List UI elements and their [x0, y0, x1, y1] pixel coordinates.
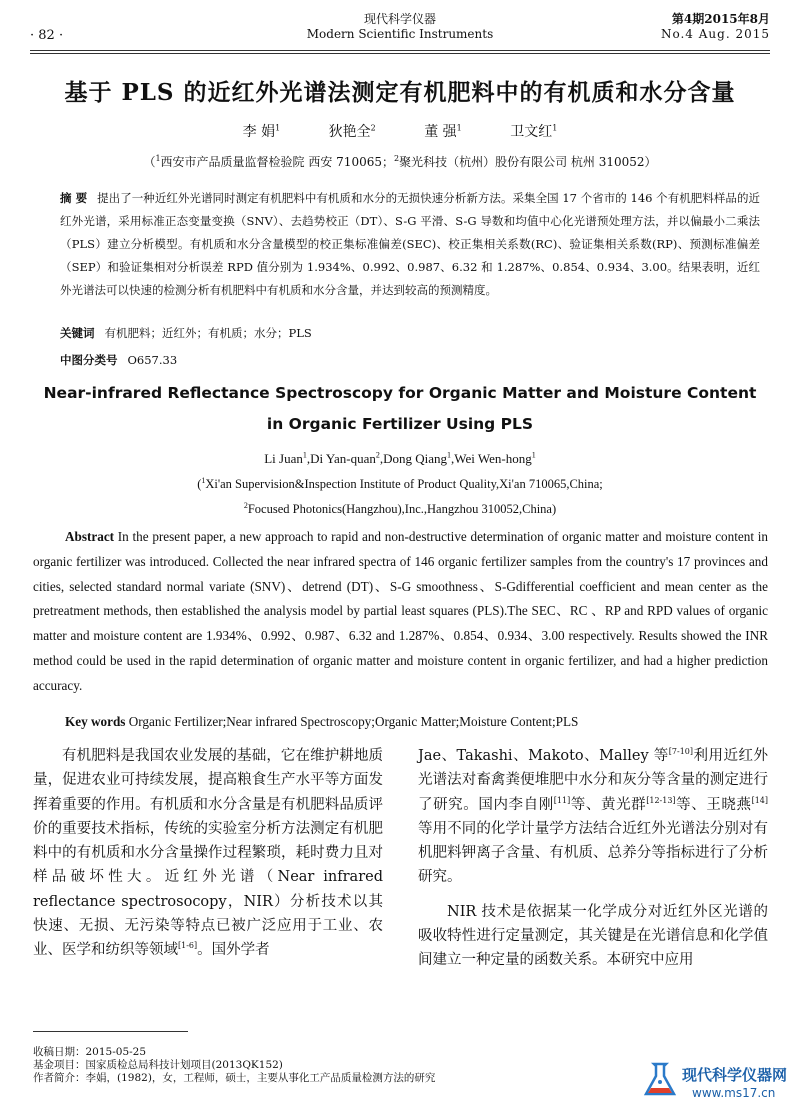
affiliation-cn: （$^1$西安市产品质量监督检验院 西安 710065；$^2$聚光科技（杭州）股份有限公司 杭州 310052） — [143, 154, 657, 169]
classification-cn: 中图分类号 O657.33 — [60, 353, 178, 367]
footnote-fund: 基金项目：国家质检总局科技计划项目(2013QK152) — [33, 1059, 283, 1071]
author-cn: 李 娟$^1$ — [242, 123, 281, 140]
abstract-en-label: Abstract — [65, 529, 115, 544]
authors-cn — [0, 121, 800, 141]
header-rule-bottom — [30, 53, 770, 54]
watermark-name: 现代科学仪器网 — [682, 1066, 788, 1084]
author-cn: 董 强$^1$ — [424, 123, 462, 140]
paper-title-en: Near-infrared Reflectance Spectroscopy for Organic Matter and Moisture Content in Organic Fertilizer Using PLS — [43, 384, 757, 433]
issue-cn: 第4期2015年8月 — [671, 12, 770, 26]
abstract-cn-text: 提出了一种近红外光谱同时测定有机肥料中有机质和水分的无损快速分析新方法。采集全国 17 个省市的 146 个有机肥料样品的近红外光谱，采用标准正态变量变换（SNV）、去趋势校正（DT）、S-G 平滑、S-G 导数和均值中心化光谱预处理方法，并以偏最小二乘法（PLS）建立分析模型。有机质和水分含量模型的校正集标准偏差(SEC)、校正集相关系数(RC)、验证集相关系数(RP)、预测标准偏差（SEP）和验证集相对分析误差 RPD 值分别为 1.934%、0.992、0.987、6.32 和 1.287%、0.854、0.934、3.00。结果表明，近红外光谱法可以快速的检测分析有机肥料中有机质和水分含量，并达到较高的预测精度。 — [60, 191, 760, 297]
authors-en: Li Juan$^1$,Di Yan-quan$^2$,Dong Qiang$^1$,Wei Wen-hong$^1$ — [264, 450, 536, 466]
paper-title-cn: 基于 PLS 的近红外光谱法测定有机肥料中的有机质和水分含量 — [64, 79, 736, 106]
abstract-en — [33, 525, 768, 699]
author-cn: 卫文红$^1$ — [510, 123, 558, 140]
footnotes — [33, 1046, 593, 1085]
footnote-received: 收稿日期：2015-05-25 — [33, 1046, 147, 1058]
keywords-en: Key words Organic Fertilizer;Near infrared Spectroscopy;Organic Matter;Moisture Content;PLS — [65, 714, 579, 729]
journal-name — [30, 12, 770, 42]
body-paragraph: Jae、Takashi、Makoto、Malley 等[7-10]利用近红外光谱法对畜禽粪便堆肥中水分和灰分等含量的测定进行了研究。国内李自刚[11]等、黄光群[12-13]等、王晓燕[14]等用不同的化学计量学方法结合近红外光谱法分别对有机肥料钾离子含量、有机质、总养分等指标进行了分析研究。 — [418, 747, 769, 886]
body-column-right — [418, 744, 768, 973]
journal-name-en: Modern Scientific Instruments — [306, 27, 494, 41]
issue-info — [661, 12, 770, 42]
issue-en: No.4 Aug. 2015 — [660, 27, 770, 41]
keywords-cn: 关键词 有机肥料；近红外；有机质；水分；PLS — [60, 326, 312, 340]
page-header — [30, 10, 770, 50]
flask-logo-icon — [640, 1060, 680, 1100]
body-paragraph: NIR 技术是依据某一化学成分对近红外区光谱的吸收特性进行定量测定，其关键是在光谱信息和化学值间建立一种定量的函数关系。本研究中应用 — [418, 903, 768, 969]
watermark-url: www.ms17.cn — [692, 1086, 776, 1100]
abstract-en-text: In the present paper, a new approach to rapid and non-destructive determination of organic matter and moisture content in organic fertilizer was introduced. Collected the near infrared spectra of 146 organic fertilizer samples from the country's 17 provinces and cities, selected standard normal variate (SNV)、detrend (DT)、S-G smoothness、S-Gdifferential coefficient and mean center as the pretreatment methods, then established the analysis model by partial least squares (PLS).The SEC、RC 、RP and RPD values of organic matter and moisture content are 1.934%、0.992、0.987、6.32 and 1.287%、0.854、0.934、3.00 respectively. Results showed the INR method could be used in the rapid determination of organic matter and moisture content in organic fertilizer, and had a higher prediction accuracy. — [33, 529, 768, 693]
body-paragraph: 有机肥料是我国农业发展的基础，它在维护耕地质量，促进农业可持续发展，提高粮食生产水平等方面发挥着重要的作用。有机质和水分含量是有机肥料品质评价的重要技术指标，传统的实验室分析方法测定有机肥料中的有机质和水分含量操作过程繁琐，耗时费力且对样品破坏性大。近红外光谱（Near infrared reflectance spectrosocopy，NIR）分析技术以其快速、无损、无污染等特点已被广泛应用于工业、农业、医学和纺织等领域[1-6]。国外学者 — [33, 748, 383, 959]
header-rule-top — [30, 50, 770, 51]
footnote-author: 作者简介：李娟，(1982)，女，工程师，硕士，主要从事化工产品质量检测方法的研究 — [33, 1072, 436, 1084]
abstract-cn-label: 摘 要 — [60, 191, 88, 205]
journal-name-cn: 现代科学仪器 — [363, 12, 436, 26]
page-number: · 82 · — [30, 28, 64, 43]
affiliation-en-2: $^2$Focused Photonics(Hangzhou),Inc.,Hangzhou 310052,China) — [243, 500, 557, 516]
footnote-rule — [33, 1031, 188, 1032]
author-cn: 狄艳全$^2$ — [328, 123, 376, 140]
abstract-cn — [60, 187, 760, 302]
affiliation-en-1: ($^1$Xi'an Supervision&Inspection Institute of Product Quality,Xi'an 710065,China; — [197, 475, 603, 491]
site-watermark — [640, 1058, 790, 1108]
body-column-left — [33, 744, 383, 963]
